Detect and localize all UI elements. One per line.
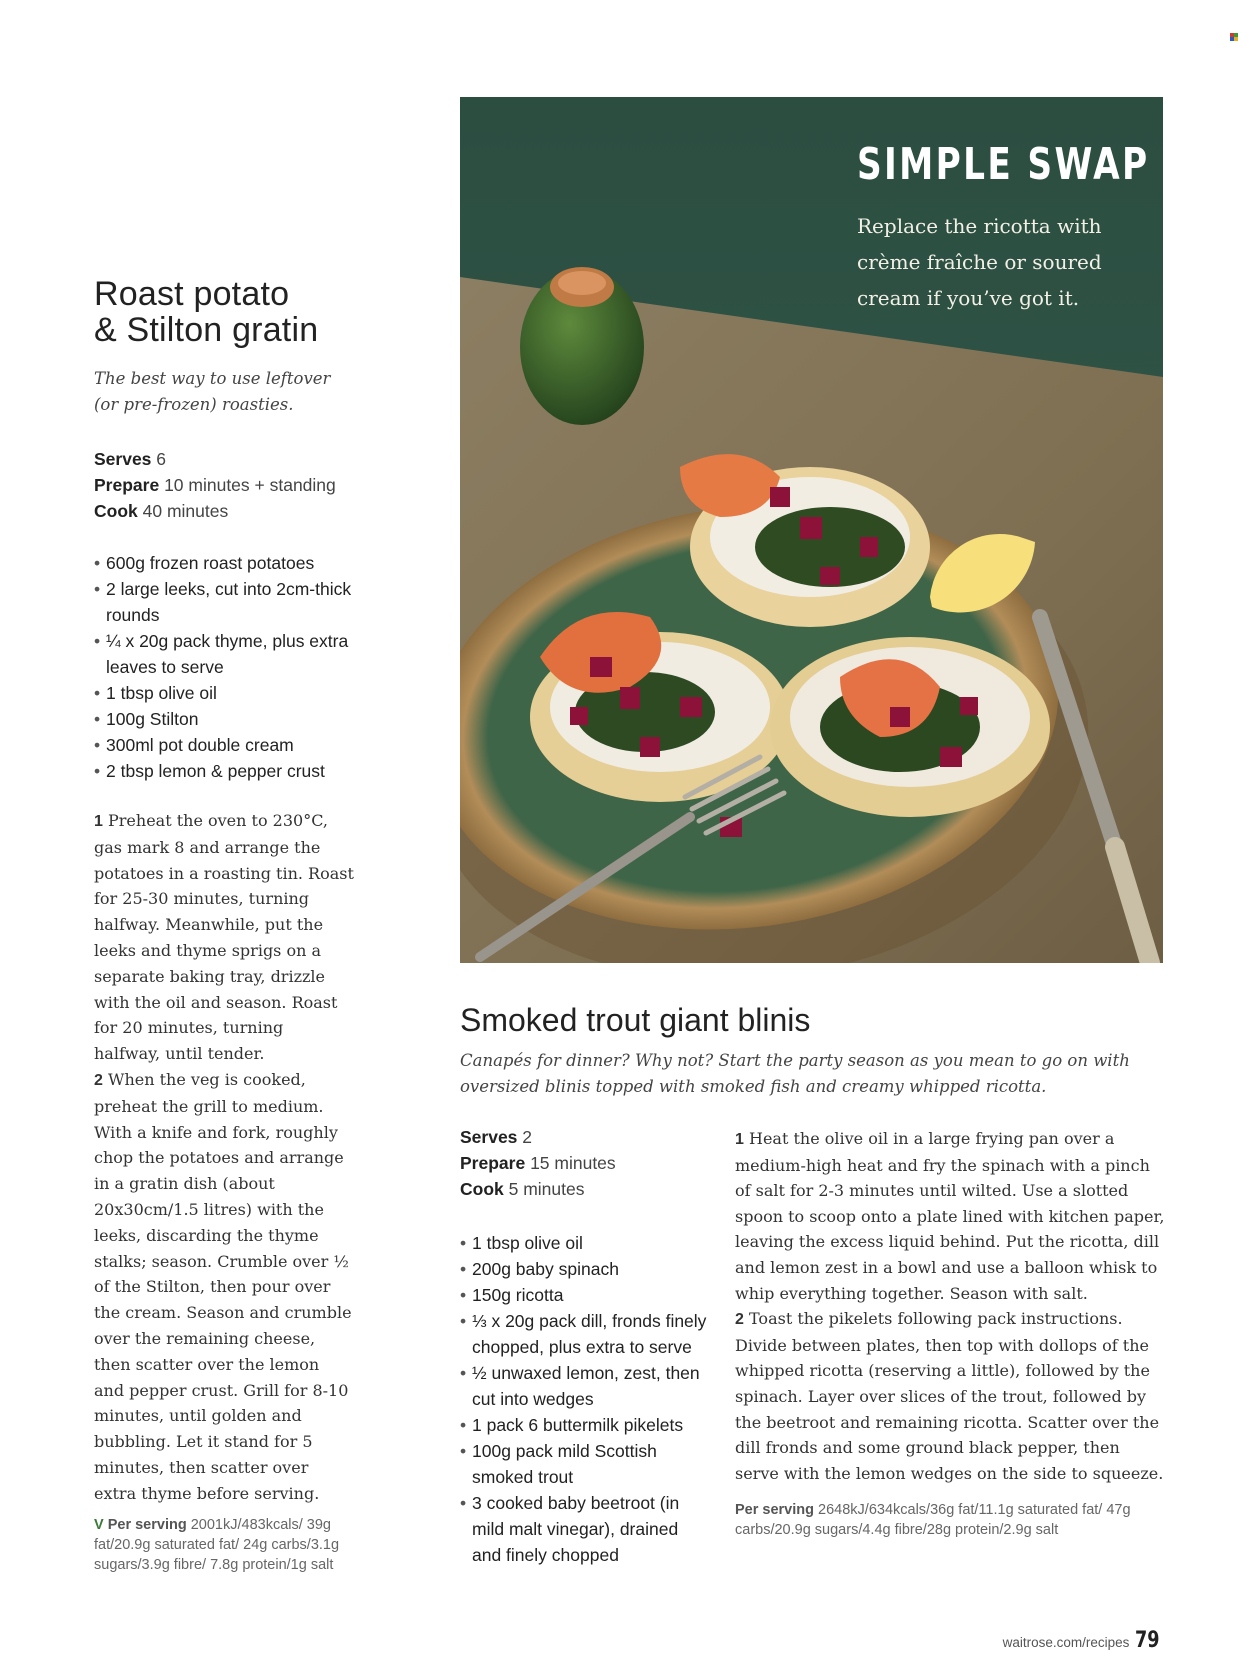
cook-value: 40 minutes (142, 501, 229, 521)
left-recipe (94, 276, 354, 1575)
prepare-row (460, 1150, 710, 1176)
simple-swap-box (857, 140, 1157, 316)
method-step-1 (735, 1126, 1165, 1306)
serves-row (94, 446, 354, 472)
ingredient-item: • 300ml pot double cream (94, 732, 354, 758)
nutrition-text: 2648kJ/634kcals/36g fat/11.1g saturated fat/ 47g carbs/20.9g sugars/4.4g fibre/28g protein/2.9g salt (735, 1502, 1131, 1539)
recipe-standfirst: The best way to use leftover (or pre-frozen) roasties. (94, 369, 331, 414)
method-step-2 (94, 1067, 354, 1507)
corner-logo-mark (1230, 33, 1238, 41)
prepare-row (94, 472, 354, 498)
step-number: 2 (94, 1071, 103, 1089)
method-step-2 (735, 1306, 1165, 1486)
recipe-standfirst: Canapés for dinner? Why not? Start the party season as you mean to go on with oversized blinis topped with smoked fish and creamy whipped ricotta. (460, 1051, 1130, 1096)
footer-url[interactable]: waitrose.com/recipes (1002, 1635, 1130, 1650)
ingredient-item: • 100g Stilton (94, 706, 354, 732)
serves-row (460, 1124, 710, 1150)
prepare-label: Prepare (460, 1153, 526, 1173)
recipe-title-line2: & Stilton gratin (94, 311, 319, 349)
nutrition-text: 2001kJ/483kcals/ 39g fat/20.9g saturated fat/ 24g carbs/3.1g sugars/3.9g fibre/ 7.8g protein/1g salt (94, 1516, 340, 1573)
ingredient-item: • 1 pack 6 buttermilk pikelets (460, 1412, 710, 1438)
step-number: 1 (94, 813, 103, 830)
method (94, 808, 354, 1507)
ingredient-item: • 600g frozen roast potatoes (94, 550, 354, 576)
ingredient-item: • 150g ricotta (460, 1282, 710, 1308)
recipe-meta (94, 446, 354, 524)
page-number: 79 (1135, 1628, 1160, 1653)
cook-value: 5 minutes (508, 1179, 585, 1199)
recipe-title (94, 276, 354, 348)
ingredient-item: • ½ unwaxed lemon, zest, then cut into wedges (460, 1360, 710, 1412)
cook-row (94, 498, 354, 524)
ingredient-item: • 2 large leeks, cut into 2cm-thick rounds (94, 576, 354, 628)
nutrition-info (94, 1515, 354, 1575)
right-recipe-details (460, 1124, 710, 1568)
serves-value: 6 (156, 449, 167, 469)
step-number: 2 (735, 1311, 744, 1329)
recipe-title-line1: Roast potato (94, 275, 290, 313)
recipe-meta (460, 1124, 710, 1202)
ingredient-item: • 200g baby spinach (460, 1256, 710, 1282)
step-text: Preheat the oven to 230°C, gas mark 8 and arrange the potatoes in a roasting tin. Roast for 25-30 minutes, turning halfway. Meanwhile, put the leeks and thyme sprigs on a separate baking tray, drizzle with the oil and season. Roast for 20 minutes, turning halfway, until tender. (94, 811, 354, 1064)
step-number: 1 (735, 1131, 744, 1148)
ingredient-item: • ¼ x 20g pack thyme, plus extra leaves to serve (94, 628, 354, 680)
serves-label: Serves (460, 1127, 518, 1147)
method-step-1 (94, 808, 354, 1067)
serves-label: Serves (94, 449, 152, 469)
recipe-title: Smoked trout giant blinis (460, 1002, 811, 1038)
prepare-value: 15 minutes (530, 1153, 616, 1173)
cook-row (460, 1176, 710, 1202)
step-text: When the veg is cooked, preheat the grill to medium. With a knife and fork, roughly chop the potatoes and arrange in a gratin dish (about 20x30cm/1.5 litres) with the leeks, discarding the thyme stalks; season. Crumble over ½ of the Stilton, then pour over the cream. Season and crumble over the remaining cheese, then scatter over the lemon and pepper crust. Grill for 8-10 minutes, until golden and bubbling. Let it stand for 5 minutes, then scatter over extra thyme before serving. (94, 1069, 352, 1503)
ingredient-list (460, 1230, 710, 1568)
ingredient-item: • 1 tbsp olive oil (460, 1230, 710, 1256)
ingredient-item: • 3 cooked baby beetroot (in mild malt vinegar), drained and finely chopped (460, 1490, 710, 1568)
cook-label: Cook (94, 501, 138, 521)
nutrition-label: Per serving (735, 1502, 814, 1519)
nutrition-info (735, 1500, 1165, 1540)
prepare-label: Prepare (94, 475, 160, 495)
page-footer (1003, 1628, 1166, 1653)
method (735, 1126, 1165, 1486)
right-recipe-method (735, 1126, 1165, 1540)
nutrition-label: Per serving (107, 1516, 187, 1533)
vegetarian-badge: V (94, 1516, 104, 1533)
cook-label: Cook (460, 1179, 504, 1199)
ingredient-item: • 2 tbsp lemon & pepper crust (94, 758, 354, 784)
serves-value: 2 (522, 1127, 533, 1147)
step-text: Heat the olive oil in a large frying pan over a medium-high heat and fry the spinach with a pinch of salt for 2-3 minutes until wilted. Use a slotted spoon to scoop onto a plate lined with kitchen paper, leaving the excess liquid behind. Put the ricotta, dill and lemon zest in a bowl and use a balloon whisk to whip everything together. Season with salt. (735, 1129, 1165, 1303)
ingredient-item: • 1 tbsp olive oil (94, 680, 354, 706)
simple-swap-text: Replace the ricotta with crème fraîche or soured cream if you’ve got it. (857, 214, 1102, 310)
ingredient-item: • ⅓ x 20g pack dill, fronds finely chopped, plus extra to serve (460, 1308, 710, 1360)
prepare-value: 10 minutes + standing (164, 475, 336, 495)
step-text: Toast the pikelets following pack instructions. Divide between plates, then top with dollops of the whipped ricotta (reserving a little), followed by the spinach. Layer over slices of the trout, followed by the beetroot and remaining ricotta. Scatter over the dill fronds and some ground black pepper, then serve with the lemon wedges on the side to squeeze. (735, 1309, 1164, 1483)
ingredient-item: • 100g pack mild Scottish smoked trout (460, 1438, 710, 1490)
ingredient-list (94, 550, 354, 784)
simple-swap-heading: SIMPLE SWAP (857, 139, 1150, 190)
